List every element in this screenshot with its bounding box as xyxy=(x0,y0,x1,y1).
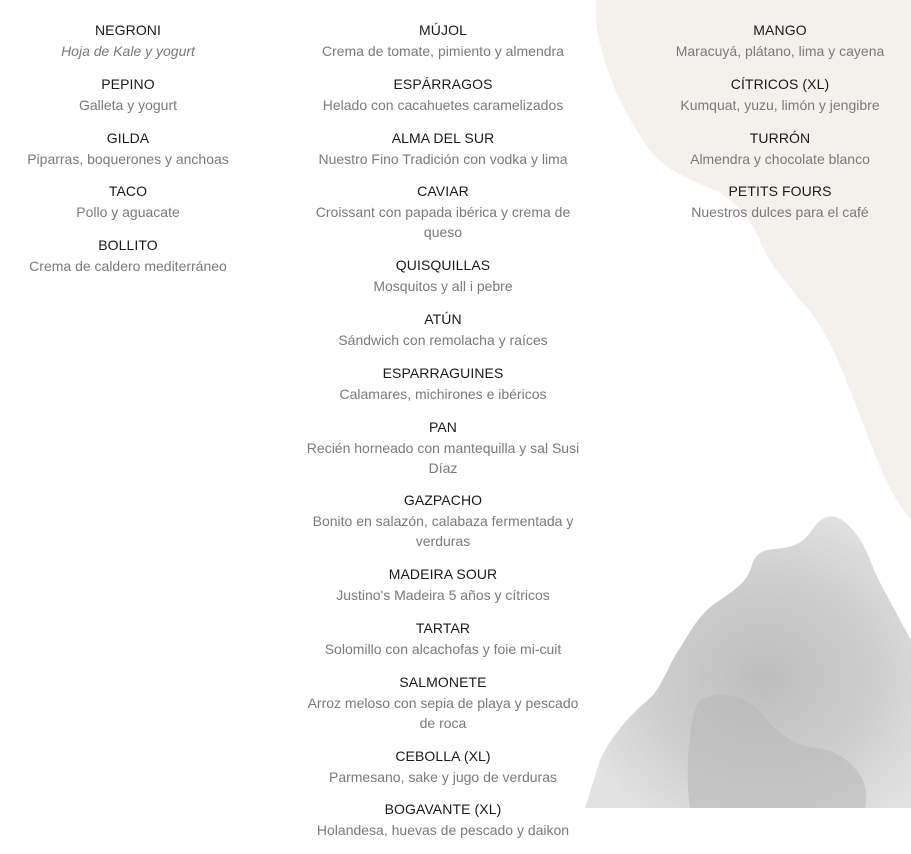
dish-description: Calamares, michirones e ibéricos xyxy=(339,385,547,402)
menu-item xyxy=(650,21,910,61)
dish-name: BOLLITO xyxy=(98,237,158,254)
dish-description: Parmesano, sake y jugo de verduras xyxy=(328,768,557,785)
menu-column-3 xyxy=(650,21,910,236)
dish-name: QUISQUILLAS xyxy=(395,257,491,274)
menu-item xyxy=(287,21,599,61)
dish-name: PAN xyxy=(428,418,458,435)
menu-item xyxy=(0,236,256,276)
menu-column-2 xyxy=(287,21,599,854)
dish-description: Sándwich con remolacha y raíces xyxy=(338,331,548,348)
dish-description: Galleta y yogurt xyxy=(78,96,178,113)
menu-item xyxy=(287,491,599,551)
dish-description: Justino's Madeira 5 años y cítricos xyxy=(336,587,550,604)
menu-item xyxy=(287,800,599,840)
dish-name: CAVIAR xyxy=(417,183,469,200)
menu-item xyxy=(650,75,910,115)
dish-name: BOGAVANTE (XL) xyxy=(384,801,502,818)
dish-name: PEPINO xyxy=(101,75,155,92)
menu-item xyxy=(287,747,599,787)
dish-name: TARTAR xyxy=(415,619,471,636)
menu-item xyxy=(287,364,599,404)
dish-name: PETITS FOURS xyxy=(728,183,832,200)
dish-description: Croissant con papada ibérica y crema de queso xyxy=(315,204,571,241)
dish-name: TURRÓN xyxy=(749,129,811,146)
menu-column-1 xyxy=(0,21,256,290)
dish-description: Piparras, boquerones y anchoas xyxy=(27,150,229,167)
dish-description: Solomillo con alcachofas y foie mi-cuit xyxy=(324,640,562,657)
dish-description: Bonito en salazón, calabaza fermentada y verduras xyxy=(312,513,574,550)
menu-item xyxy=(287,418,599,478)
dish-name: MADEIRA SOUR xyxy=(388,566,498,583)
menu-item xyxy=(287,310,599,350)
dish-name: GILDA xyxy=(106,129,150,146)
menu-item xyxy=(287,256,599,296)
dish-name: ESPÁRRAGOS xyxy=(393,75,493,92)
dish-name: SALMONETE xyxy=(399,673,487,690)
menu-item xyxy=(0,75,256,115)
menu-item xyxy=(287,619,599,659)
dish-description: Maracuyá, plátano, lima y cayena xyxy=(675,43,885,59)
menu-item xyxy=(287,129,599,169)
dish-name: TACO xyxy=(108,183,148,200)
menu-item xyxy=(650,129,910,169)
menu-item xyxy=(287,565,599,605)
menu-item xyxy=(0,129,256,169)
dish-description: Holandesa, huevas de pescado y daikon xyxy=(316,822,570,839)
menu-item xyxy=(287,75,599,115)
dish-description: Crema de tomate, pimiento y almendra xyxy=(322,43,564,59)
dish-description: Hoja de Kale y yogurt xyxy=(61,43,195,59)
dish-name: GAZPACHO xyxy=(403,492,483,509)
menu-item xyxy=(287,673,599,733)
dish-description: Helado con cacahuetes caramelizados xyxy=(322,96,564,113)
dish-description: Almendra y chocolate blanco xyxy=(690,150,870,167)
menu-item xyxy=(650,182,910,222)
menu-item xyxy=(0,182,256,222)
dish-name: ALMA DEL SUR xyxy=(391,129,495,146)
dish-description: Arroz meloso con sepia de playa y pescado de roca xyxy=(307,694,579,731)
menu-item xyxy=(287,182,599,242)
dish-description: Nuestro Fino Tradición con vodka y lima xyxy=(318,150,568,167)
dish-name: ESPARRAGUINES xyxy=(382,364,504,381)
dish-description: Mosquitos y all i pebre xyxy=(373,278,513,295)
dish-name: CEBOLLA (XL) xyxy=(395,747,491,764)
dish-description: Kumquat, yuzu, limón y jengibre xyxy=(680,96,880,113)
menu-item xyxy=(0,21,256,61)
dish-description: Nuestros dulces para el café xyxy=(691,204,869,221)
dish-name: CÍTRICOS (XL) xyxy=(730,75,830,92)
dish-name: MÚJOL xyxy=(419,22,467,38)
dish-name: MANGO xyxy=(753,22,807,38)
dish-name: NEGRONI xyxy=(94,22,162,38)
dish-description: Recién horneado con mantequilla y sal Susi Díaz xyxy=(306,439,580,476)
dish-description: Pollo y aguacate xyxy=(76,204,180,221)
dish-name: ATÚN xyxy=(424,310,462,327)
dish-description: Crema de caldero mediterráneo xyxy=(29,258,227,275)
